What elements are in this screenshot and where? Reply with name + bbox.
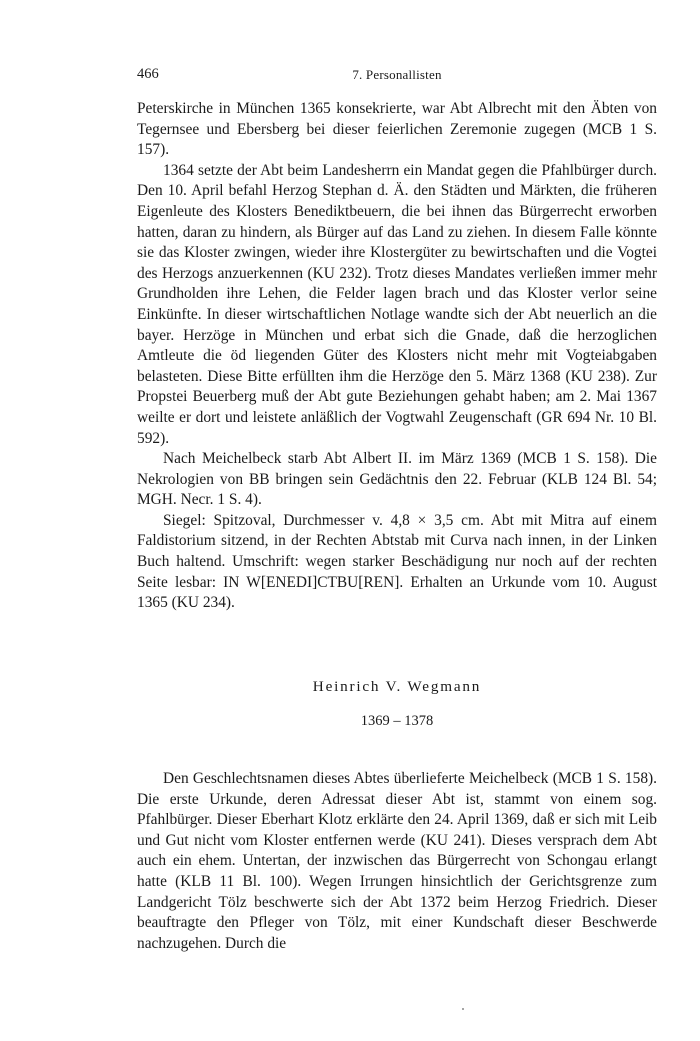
running-title: 7. Personallisten [352, 67, 442, 82]
page-number: 466 [137, 66, 159, 82]
paragraph: Peterskirche in München 1365 konsekrierte, war Abt Albrecht mit den Äbten von Tegernsee und Ebersberg bei dieser feierlichen Zeremonie zugegen (MCB 1 S. 157). [137, 100, 657, 159]
text-block-heinrich [137, 769, 657, 954]
text-block-albrecht [137, 99, 657, 614]
abbot-years: 1369 – 1378 [360, 713, 434, 729]
seal-paragraph: Siegel: Spitzoval, Durchmesser v. 4,8 × 3,5 cm. Abt mit Mitra auf einem Faldistorium sitzend, in der Rechten Abtstab mit Curva nach innen, in der Linken Buch haltend. Umschrift: wegen starker Beschädigung nur noch auf der rechten Seite lesbar: IN W[ENEDI]CTBU[REN]. Erhalten an Urkunde vom 10. August 1365 (KU 234). [137, 511, 657, 612]
paragraph: Nach Meichelbeck starb Abt Albert II. im März 1369 (MCB 1 S. 158). Die Nekrologien von BB bringen sein Gedächtnis den 22. Februar (KLB 124 Bl. 54; MGH. Necr. 1 S. 4). [137, 450, 657, 509]
paragraph: Den Geschlechtsnamen dieses Abtes überlieferte Meichelbeck (MCB 1 S. 158). Die erste Urkunde, deren Adressat dieser Abt ist, stammt von einem sog. Pfahlbürger. Dieser Eberhart Klotz erklärte den 24. April 1369, daß er sich mit Leib und Gut nicht vom Kloster entfernen werde (KU 241). Dieses versprach dem Abt auch ein ehem. Untertan, der inzwischen das Bürgerrecht von Schongau erlangt hatte (KLB 11 Bl. 100). Wegen Irrungen hinsichtlich der Gerichtsgrenze zum Landgericht Tölz beschwerte sich der Abt 1372 beim Herzog Friedrich. Dieser beauftragte den Pfleger von Tölz, mit einer Kundschaft dieser Beschwerde nachzugehen. Durch die [137, 770, 657, 952]
abbot-heading: Heinrich V. Wegmann [312, 678, 482, 695]
running-head [137, 66, 657, 86]
scan-speck [462, 1008, 464, 1010]
paragraph: 1364 setzte der Abt beim Landesherrn ein Mandat gegen die Pfahlbürger durch. Den 10. April befahl Herzog Stephan d. Ä. den Städten und Märkten, die früheren Eigenleute des Klosters Benediktbeuern, die bei ihnen das Bürgerrecht erworben hatten, daran zu hindern, als Bürger auf das Land zu ziehen. In diesem Falle könnte sie das Kloster zwingen, wieder ihre Klostergüter zu bewirtschaften und die Vogtei des Herzogs anzuerkennen (KU 232). Trotz dieses Mandates verließen immer mehr Grundholden ihre Lehen, die Felder lagen brach und das Kloster verlor seine Einkünfte. In dieser wirtschaftlichen Notlage wandte sich der Abt neuerlich an die bayer. Herzöge in München und erbat sich die Gnade, daß die herzoglichen Amtleute die öd liegenden Güter des Klosters nicht mehr mit Vogteiabgaben belasteten. Diese Bitte erfüllten ihm die Herzöge den 5. März 1368 (KU 238). Zur Propstei Beuerberg muß der Abt gute Beziehungen gehabt haben; am 2. Mai 1367 weilte er dort und leistete anläßlich der Vogtwahl Zeugenschaft (GR 694 Nr. 10 Bl. 592). [137, 161, 657, 447]
